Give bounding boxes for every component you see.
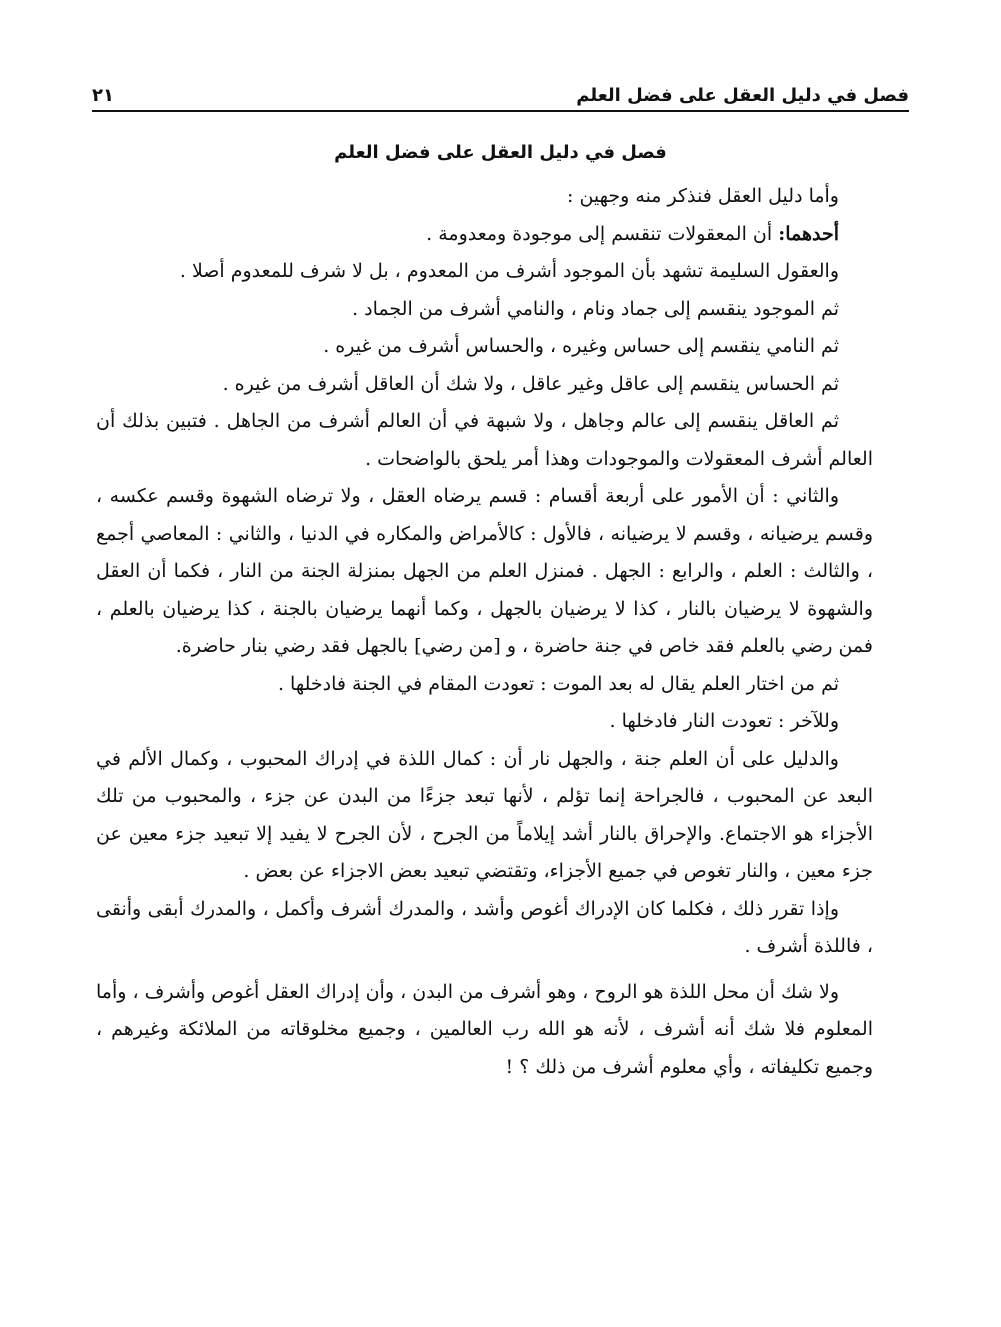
paragraph: ولا شك أن محل اللذة هو الروح ، وهو أشرف من البدن ، وأن إدراك العقل أغوص وأشرف ، وأما المعلوم فلا شك أنه أشرف ، لأنه هو الله رب العالمين ، وجميع مخلوقاته من الملائكة وغيرهم ، وجميع تكليفاته ، وأي معلوم أشرف من ذلك ؟ ! bbox=[96, 980, 873, 1078]
paragraph: والعقول السليمة تشهد بأن الموجود أشرف من المعدوم ، بل لا شرف للمعدوم أصلا . bbox=[179, 260, 839, 282]
paragraph: وإذا تقرر ذلك ، فكلما كان الإدراك أغوص وأشد ، والمدرك أشرف وأكمل ، والمدرك أبقى وأنقى ، فاللذة أشرف . bbox=[96, 897, 873, 957]
paragraph: وللآخر : تعودت النار فادخلها . bbox=[609, 710, 839, 732]
paragraph: ثم من اختار العلم يقال له بعد الموت : تعودت المقام في الجنة فادخلها . bbox=[277, 672, 839, 695]
running-header bbox=[92, 72, 909, 112]
paragraph: والدليل على أن العلم جنة ، والجهل نار أن : كمال اللذة في إدراك المحبوب ، وكمال الألم في البعد عن المحبوب ، فالجراحة إنما تؤلم ، لأنها تبعد جزءًا من البدن عن جزء ، والمحبوب من تلك الأجزاء هو الاجتماع. والإحراق بالنار أشد إيلاماً من الجرح ، لأن الجرح لا يفيد إلا تبعيد جزء معين عن جزء معين ، والنار تغوص في جميع الأجزاء، وتقتضي تبعيد بعض الاجزاء عن بعض . bbox=[96, 747, 873, 882]
paragraph: ثم الحساس ينقسم إلى عاقل وغير عاقل ، ولا شك أن العاقل أشرف من غيره . bbox=[222, 372, 839, 395]
paragraph: أحدهما: أن المعقولات تنقسم إلى موجودة ومعدومة . bbox=[426, 222, 839, 245]
body-text bbox=[96, 178, 873, 1086]
paragraph: ثم النامي ينقسم إلى حساس وغيره ، والحساس أشرف من غيره . bbox=[323, 335, 839, 357]
section-title: فصل في دليل العقل على فضل العلم bbox=[334, 142, 667, 163]
running-title: فصل في دليل العقل على فضل العلم bbox=[576, 85, 909, 106]
paragraph: وأما دليل العقل فنذكر منه وجهين : bbox=[567, 185, 839, 207]
paragraph: ثم الموجود ينقسم إلى جماد ونام ، والنامي أشرف من الجماد . bbox=[352, 297, 839, 320]
paragraph-lead: أحدهما: bbox=[778, 222, 839, 245]
page-number: ٢١ bbox=[92, 85, 114, 106]
paragraph: ثم العاقل ينقسم إلى عالم وجاهل ، ولا شبهة في أن العالم أشرف من الجاهل . فتبين بذلك أن العالم أشرف المعقولات والموجودات وهذا أمر يلحق بالواضحات . bbox=[96, 410, 873, 470]
paragraph: والثاني : أن الأمور على أربعة أقسام : قسم يرضاه العقل ، ولا ترضاه الشهوة وقسم عكسه ، وقسم يرضيانه ، وقسم لا يرضيانه ، فالأول : كالأمراض والمكاره في الدنيا ، والثاني : المعاصي أجمع ، والثالث : العلم ، والرابع : الجهل . فمنزل العلم من الجهل بمنزلة الجنة من النار ، فكما أن العقل والشهوة لا يرضيان بالنار ، كذا لا يرضيان بالجهل ، وكما أنهما يرضيان بالجنة ، كذا يرضيان بالعلم ، فمن رضي بالعلم فقد خاص في جنة حاضرة ، و [من رضي] بالجهل فقد رضي بنار حاضرة. bbox=[96, 485, 873, 657]
